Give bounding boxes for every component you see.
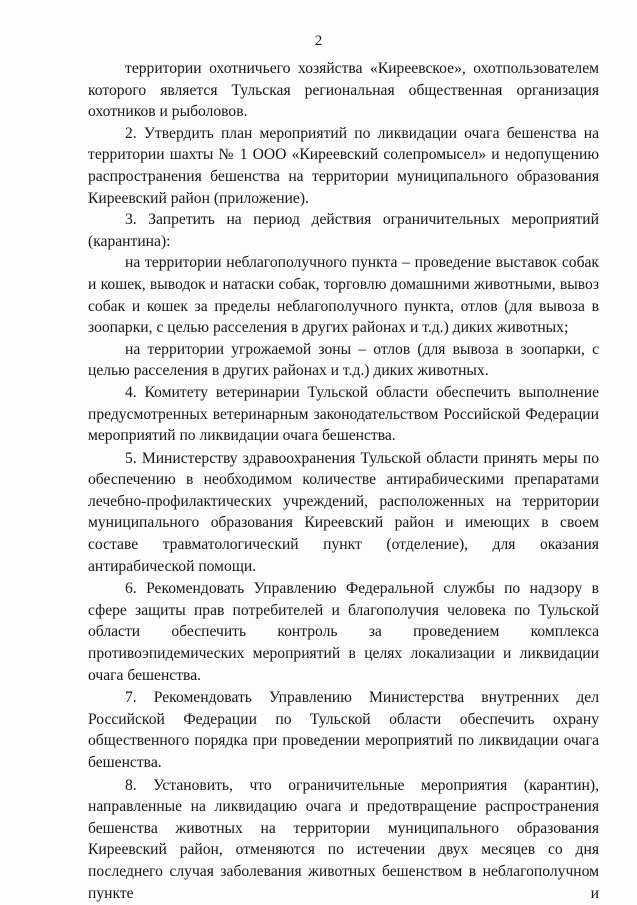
paragraph-item-4: 4. Комитету ветеринарии Тульской области обеспечить выполнение предусмотренных ветеринарным законодательством Российской Федерации мероприятий по ликвидации очага бешенства. xyxy=(88,383,599,445)
paragraph-item-3-sub-2: на территории угрожаемой зоны – отлов (для вывоза в зоопарки, с целью расселения в других районах и т.д.) диких животных. xyxy=(88,340,599,380)
paragraph-item-5: 5. Министерству здравоохранения Тульской области принять меры по обеспечению в необходимом количестве антирабическими препаратами лечебно-профилактических учреждений, расположенных на территории муниципального образования Киреевский район и имеющих в своем составе травматологический пункт (отделение), для оказания антирабической помощи. xyxy=(88,449,599,575)
paragraph-item-2: 2. Утвердить план мероприятий по ликвидации очага бешенства на территории шахты № 1 ООО «Киреевский солепромысел» и недопущению распространения бешенства на территории муниципального образования Киреевский район (приложение). xyxy=(88,124,599,207)
paragraph-item-6: 6. Рекомендовать Управлению Федеральной службы по надзору в сфере защиты прав потребителей и благополучия человека по Тульской области обеспечить контроль за проведением комплекса противоэпидемических мероприятий в целях локализации и ликвидации очага бешенства. xyxy=(88,580,599,684)
paragraph-continuation: территории охотничьего хозяйства «Киреевское», охотпользователем которого является Тульская региональная общественная организация охотников и рыболовов. xyxy=(88,60,599,121)
paragraph-item-3: 3. Запретить на период действия ограничительных мероприятий (карантина): xyxy=(88,211,599,250)
page-number: 2 xyxy=(314,33,323,49)
paragraph-item-7: 7. Рекомендовать Управлению Министерства внутренних дел Российской Федерации по Тульской области обеспечить охрану общественного порядка при проведении мероприятий по ликвидации очага бешенства. xyxy=(88,689,599,771)
document-body xyxy=(88,58,599,904)
paragraph-item-8: 8. Установить, что ограничительные мероприятия (карантин), направленные на ликвидацию очага и предотвращение распространения бешенства животных на территории муниципального образования Киреевский район, отменяются по истечении двух месяцев со дня последнего случая заболевания животных бешенством в неблагополучном пункте и xyxy=(88,776,599,902)
paragraph-item-3-sub-1: на территории неблагополучного пункта – проведение выставок собак и кошек, выводок и натаски собак, торговлю домашними животными, вывоз собак и кошек за пределы неблагополучного пункта, отлов (для вывоза в зоопарки, с целью расселения в других районах и т.д.) диких животных; xyxy=(88,254,599,337)
